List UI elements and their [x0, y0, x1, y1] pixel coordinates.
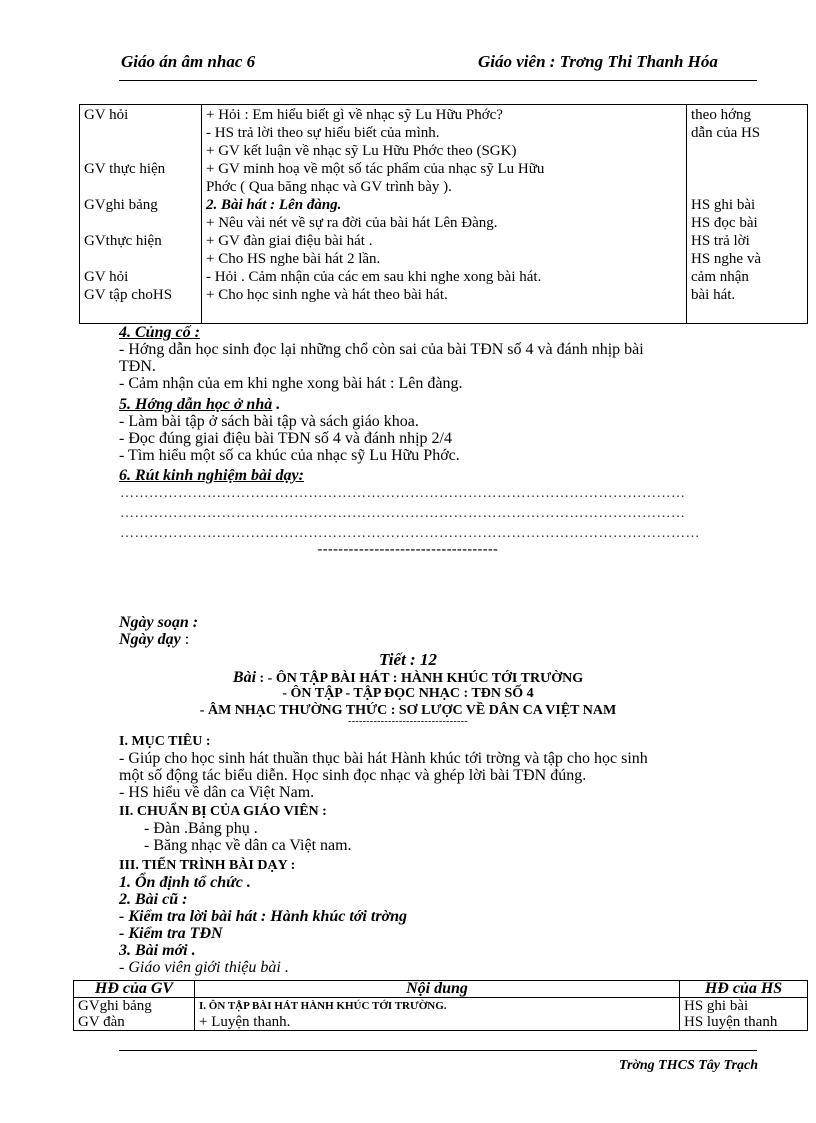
section-homework [119, 396, 460, 464]
section-line: - Giúp cho học sinh hát thuần thục bài hát Hành khúc tới trờng và tập cho học sinh [119, 750, 648, 767]
dates-block [119, 614, 198, 648]
cell-line: HS luyện thanh [684, 1014, 778, 1030]
footer-school: Trờng THCS Tây Trạch [618, 1058, 758, 1073]
cell-line: GV hỏi [84, 107, 129, 123]
content-cell [195, 998, 680, 1031]
cell-line: + Cho học sinh nghe và hát theo bài hát. [206, 287, 448, 303]
cell-line: HS trả lời [691, 233, 750, 249]
section-objectives [119, 733, 648, 801]
cell-line: theo hớng [691, 107, 752, 123]
sub-separator: --------------------------------- [348, 716, 468, 727]
section-line: - Cảm nhận của em khi nghe xong bài hát : Lên đàng. [119, 375, 463, 392]
cell-line: HS ghi bài [691, 197, 756, 213]
section-line: 3. Bài mới . [119, 942, 196, 959]
cell-line: + GV đàn giai điệu bài hát . [206, 233, 373, 249]
section-line: - HS hiểu về dân ca Việt Nam. [119, 784, 315, 801]
section-title: I. MỤC TIÊU : [119, 734, 211, 749]
dotted-line: ……………………………………………………………………………………………………… [120, 486, 686, 501]
separator: ----------------------------------- [317, 542, 499, 557]
cell-line [84, 124, 197, 142]
cell-line: dẫn của HS [691, 125, 761, 141]
cell-line: HS ghi bài [684, 998, 749, 1014]
header-student: HĐ của HS [680, 981, 808, 998]
cell-line: GVghi bảng [84, 197, 158, 213]
cell-line: GVghi bảng [78, 998, 152, 1014]
lesson-period [0, 650, 816, 670]
section-title: III. TIẾN TRÌNH BÀI DẠY : [119, 858, 296, 873]
section-line: 2. Bài cũ : [119, 891, 188, 908]
section-preparation [119, 803, 352, 854]
section-line: - Kiểm tra lời bài hát : Hành khúc tới trờng [119, 908, 408, 925]
section-title: 4. Củng cố : [119, 324, 200, 341]
section-line: TĐN. [119, 358, 156, 375]
student-activity-cell [687, 105, 808, 324]
cell-line: - HS trả lời theo sự hiểu biết của mình. [206, 125, 440, 141]
cell-line [691, 178, 803, 196]
student-activity-cell [680, 998, 808, 1031]
section-consolidation [119, 324, 644, 392]
cell-line [84, 214, 197, 232]
cell-line: + Cho HS nghe bài hát 2 lần. [206, 251, 381, 267]
prep-date-label: Ngày soạn : [119, 614, 199, 631]
cell-line: - Hỏi . Cảm nhận của các em sau khi nghe xong bài hát. [206, 269, 542, 285]
section-line: - Băng nhạc về dân ca Việt nam. [144, 837, 352, 854]
cell-line: HS đọc bài [691, 215, 758, 231]
lesson-title-3: - ÂM NHẠC THƯỜNG THỨC : SƠ LƯỢC VỀ DÂN CA VIỆT NAM [199, 703, 617, 718]
period-title: Tiết : 12 [379, 650, 437, 669]
section-title: 6. Rút kinh nghiệm bài dạy: [119, 467, 304, 484]
section-line: - Làm bài tập ở sách bài tập và sách giáo khoa. [119, 413, 419, 430]
section-line: - Kiểm tra TĐN [119, 925, 223, 942]
dotted-line: ……………………………………………………………………………………………………… [120, 506, 686, 521]
cell-line: + GV kết luận về nhạc sỹ Lu Hữu Phớc theo (SGK) [206, 143, 517, 159]
dotted-line: ………………………………………………………………………………………………………… [120, 526, 700, 541]
section-title-suffix: . [272, 396, 281, 413]
lesson-title-1 [0, 669, 816, 687]
section-line: - Hớng dẫn học sinh đọc lại những chổ còn sai của bài TĐN số 4 và đánh nhịp bài [119, 341, 644, 358]
cell-line [691, 160, 803, 178]
header-teacher: HĐ của GV [74, 981, 195, 998]
section-title: 5. Hớng dẫn học ở nhà [119, 396, 273, 413]
activity-table-2 [73, 980, 808, 1031]
footer-rule [119, 1050, 757, 1051]
teach-date-colon: : [180, 631, 190, 648]
cell-line: GV tập choHS [84, 287, 173, 303]
cell-line [84, 178, 197, 196]
header-content: Nội dung [195, 981, 680, 998]
teacher-activity-cell [80, 105, 202, 324]
cell-line: GV hỏi [84, 269, 129, 285]
section-line: - Giáo viên giới thiệu bài . [119, 959, 289, 976]
lesson-title-text: : - ÔN TẬP BÀI HÁT : HÀNH KHÚC TỚI TRƯỜNG [256, 671, 584, 686]
cell-line [84, 142, 197, 160]
cell-line: + Luyện thanh. [199, 1014, 291, 1030]
cell-line: cảm nhận [691, 269, 749, 285]
cell-line: GV đàn [78, 1014, 125, 1030]
content-cell [202, 105, 687, 324]
cell-line [84, 250, 197, 268]
cell-heading: I. ÔN TẬP BÀI HÁT HÀNH KHÚC TỚI TRƯỜNG. [199, 1000, 447, 1012]
cell-line: bài hát. [691, 287, 736, 303]
lesson-title-2: - ÔN TẬP - TẬP ĐỌC NHẠC : TĐN SỐ 4 [282, 686, 534, 701]
section-line: - Đàn .Bảng phụ . [144, 820, 258, 837]
teach-date-label: Ngày dạy [119, 631, 181, 648]
cell-line: GV thực hiện [84, 161, 166, 177]
header-rule [119, 80, 757, 81]
song-heading: 2. Bài hát : Lên đàng. [206, 197, 342, 213]
cell-line: + Nêu vài nét về sự ra đời của bài hát Lên Đàng. [206, 215, 498, 231]
section-reflection [119, 467, 304, 484]
lesson-label: Bài [232, 669, 257, 686]
section-line: - Đọc đúng giai điệu bài TĐN số 4 và đánh nhịp 2/4 [119, 430, 452, 447]
cell-line: GVthực hiện [84, 233, 162, 249]
section-line: một số động tác biểu diễn. Học sinh đọc nhạc và ghép lời bài TĐN đúng. [119, 767, 587, 784]
cell-line: HS nghe và [691, 251, 761, 267]
cell-line: + Hỏi : Em hiểu biết gì về nhạc sỹ Lu Hữu Phớc? [206, 107, 503, 123]
cell-line: Phớc ( Qua băng nhạc và GV trình bày ). [206, 179, 452, 195]
header-left: Giáo án âm nhac 6 [121, 52, 256, 71]
header-right: Giáo viên : Trơng Thi Thanh Hóa [478, 52, 718, 71]
cell-line: + GV minh hoạ về một số tác phẩm của nhạc sỹ Lu Hữu [206, 161, 545, 177]
teacher-activity-cell [74, 998, 195, 1031]
section-line: - Tìm hiểu một số ca khúc của nhạc sỹ Lu Hữu Phớc. [119, 447, 460, 464]
section-title: II. CHUẨN BỊ CỦA GIÁO VIÊN : [119, 804, 327, 819]
section-line: 1. Ổn định tổ chức . [119, 874, 251, 891]
cell-line [691, 142, 803, 160]
activity-table-1 [79, 104, 808, 324]
section-procedure [119, 857, 407, 976]
